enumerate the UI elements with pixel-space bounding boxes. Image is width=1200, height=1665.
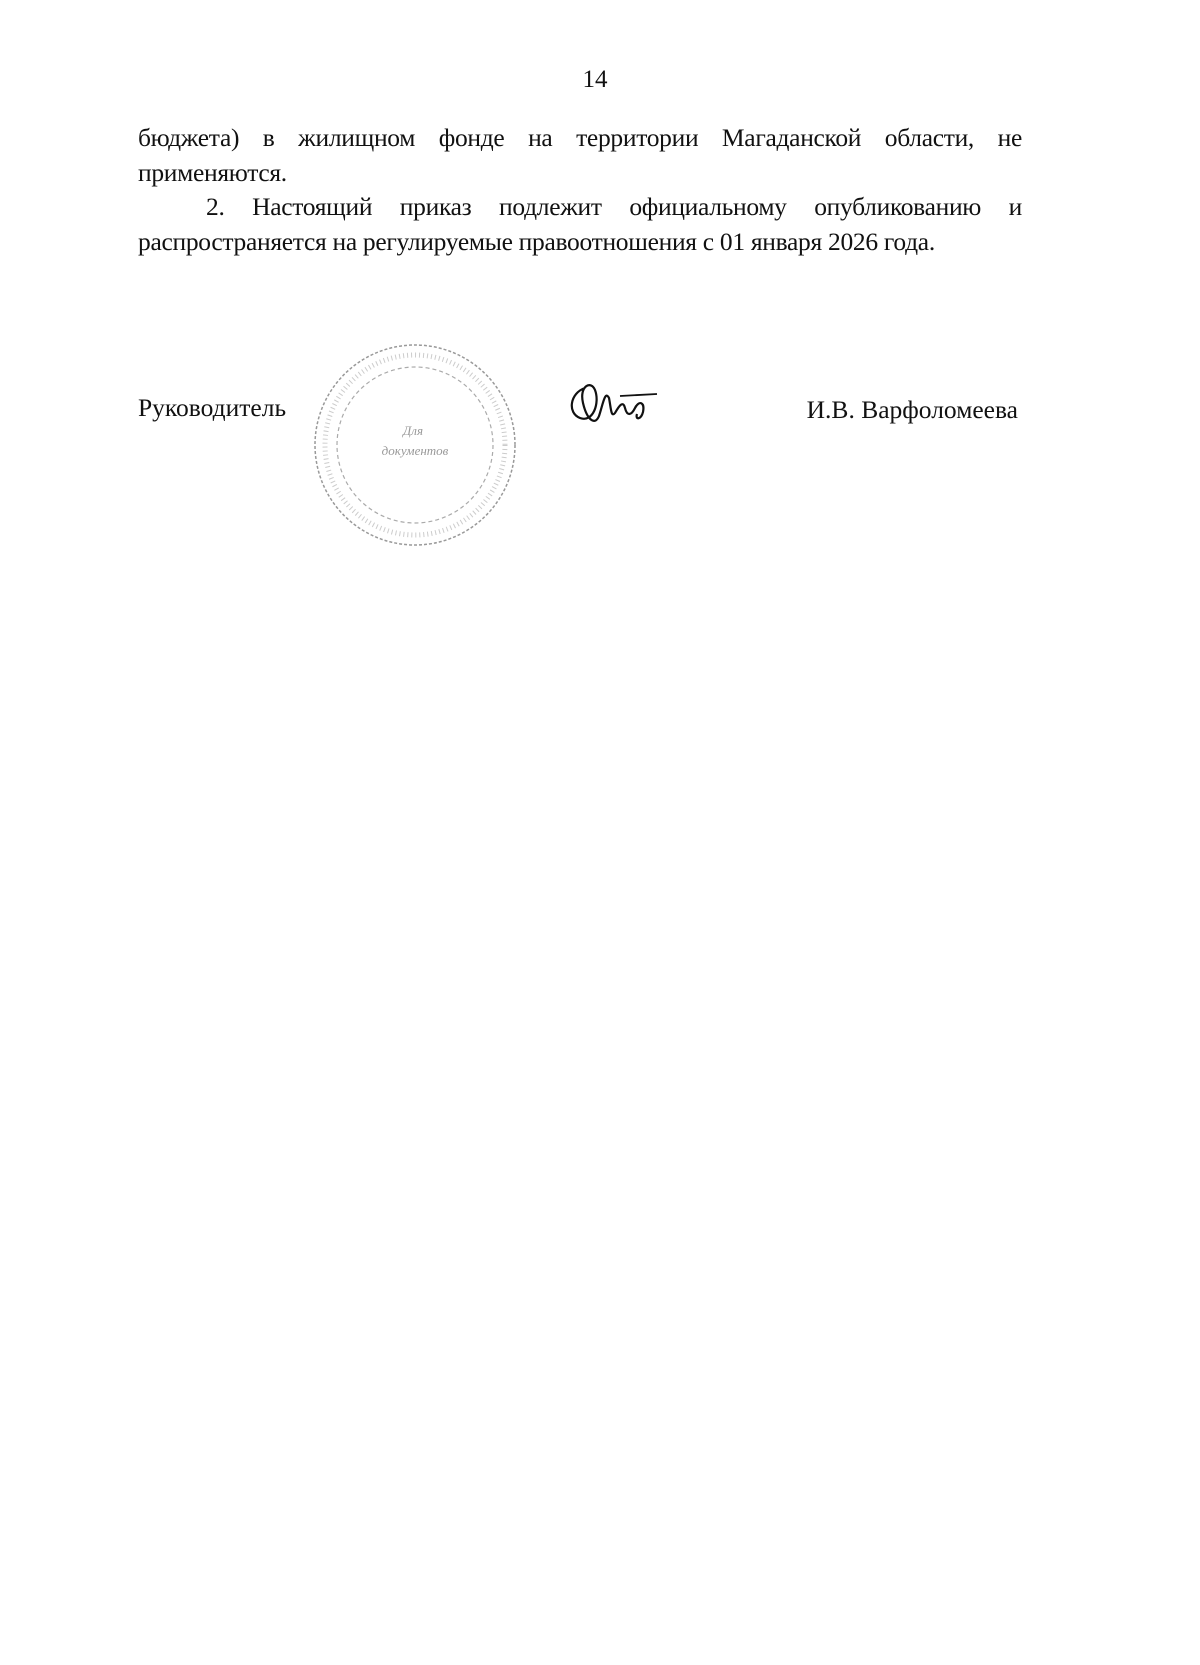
signatory-name: И.В. Варфоломеева bbox=[806, 395, 1018, 424]
handwritten-signature bbox=[565, 368, 660, 438]
paragraph-continuation: бюджета) в жилищном фонде на территории Магаданской области, не применяются. bbox=[138, 123, 1022, 187]
paragraph-item-2: 2. Настоящий приказ подлежит официальному опубликованию и распространяется на регулируемые правоотношения с 01 января 2026 года. bbox=[138, 192, 1022, 256]
official-stamp bbox=[310, 340, 520, 550]
svg-text:документов: документов bbox=[381, 443, 449, 458]
signatory-role: Руководитель bbox=[138, 393, 287, 422]
page-number: 14 bbox=[582, 66, 608, 93]
svg-text:Для: Для bbox=[403, 423, 423, 438]
